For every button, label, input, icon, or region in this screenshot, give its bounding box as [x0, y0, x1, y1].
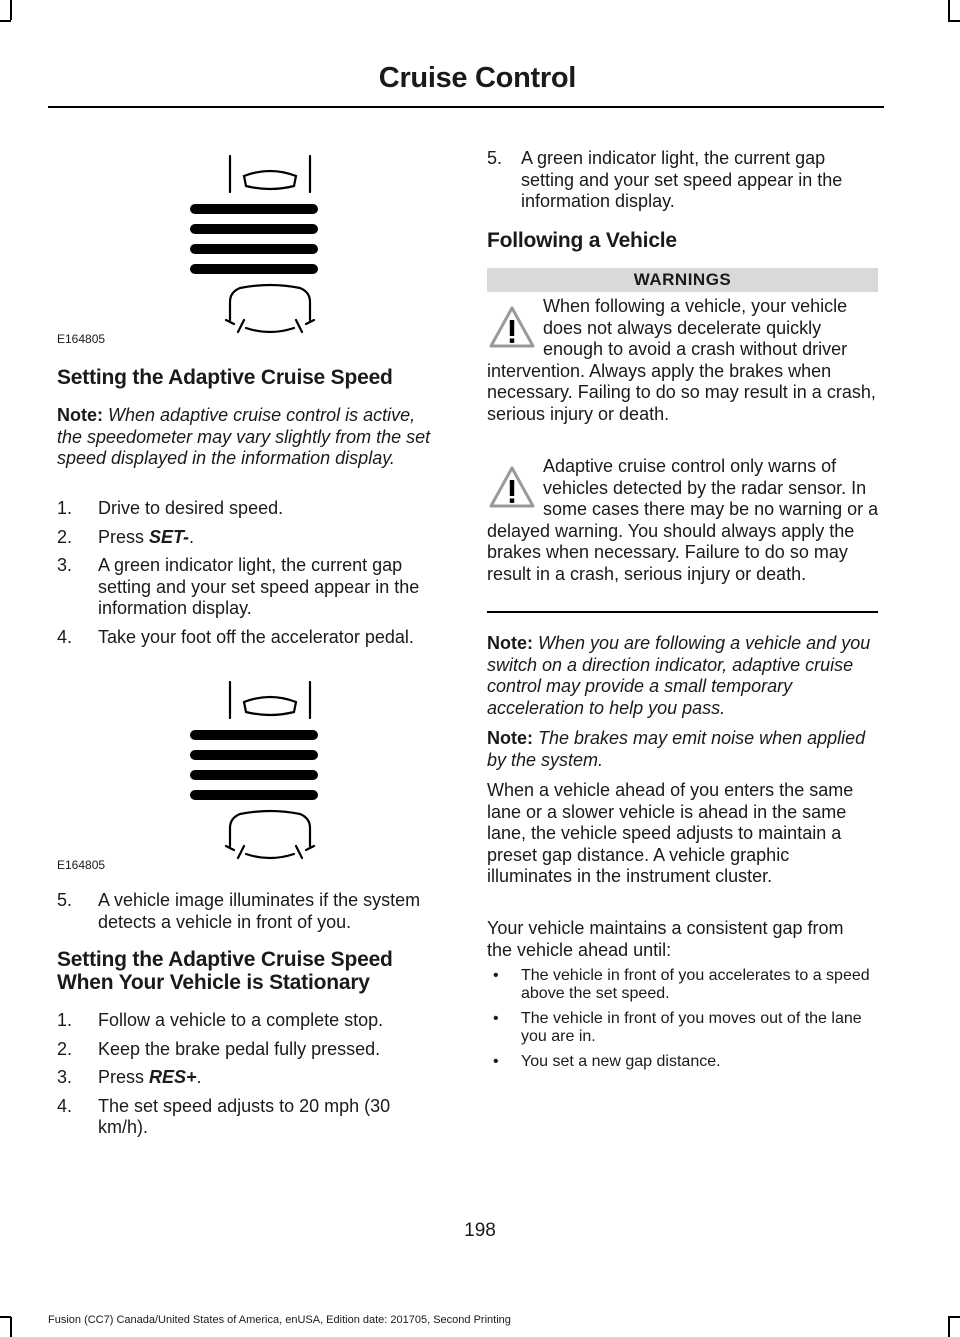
warning-icon	[487, 302, 537, 352]
crop-mark	[10, 0, 12, 20]
crop-mark	[948, 1317, 950, 1337]
header-rule	[48, 106, 884, 108]
crop-mark	[0, 20, 11, 22]
gap-distance-figure-1	[190, 152, 320, 342]
paragraph-vehicle-ahead: When a vehicle ahead of you enters the same lane or a slower vehicle is ahead in the same lane, the vehicle speed adjusts to maintain a preset gap distance. A vehicle graphic illuminates in the instrument cluster.	[487, 780, 854, 886]
footer-edition: Fusion (CC7) Canada/United States of America, enUSA, Edition date: 201705, Second Printing	[48, 1314, 511, 1326]
list-item: • You set a new gap distance.	[493, 1053, 721, 1070]
note-brake-noise	[487, 728, 867, 771]
crop-mark	[948, 1316, 960, 1318]
list-item: 1. Drive to desired speed.	[57, 498, 284, 518]
list-item: 5. A vehicle image illuminates if the system detects a vehicle in front of you.	[57, 890, 421, 932]
crop-mark	[948, 0, 950, 20]
heading-following: Following a Vehicle	[487, 229, 677, 252]
list-item: 1. Follow a vehicle to a complete stop.	[57, 1010, 384, 1030]
steps-set-speed	[57, 498, 447, 648]
list-item: 3. Press RES+.	[57, 1067, 202, 1087]
note-text: The brakes may emit noise when applied by the system.	[487, 728, 866, 770]
list-item: 3. A green indicator light, the current gap setting and your set speed appear in the information display.	[57, 555, 420, 618]
list-item: 4. Take your foot off the accelerator pedal.	[57, 626, 414, 647]
bullets-until	[487, 967, 880, 1071]
page-number: 198	[464, 1220, 496, 1241]
step-green-indicator	[487, 148, 882, 213]
list-item: • The vehicle in front of you moves out of the lane you are in.	[493, 1010, 862, 1045]
list-item: 2. Press SET-.	[57, 526, 195, 547]
set-minus-key: SET-	[149, 526, 190, 547]
note-text: When you are following a vehicle and you switch on a direction indicator, adaptive cruise control may provide a small temporary acceleration to help you pass.	[487, 633, 871, 718]
list-item: 4. The set speed adjusts to 20 mph (30 km/h).	[57, 1095, 391, 1137]
warning-1: When following a vehicle, your vehicle does not always decelerate quickly enough to avoid a crash without driver intervention. Always apply the brakes when necessary. Failing to do so may result in a crash, serious injury or death.	[487, 296, 876, 424]
note-direction-indicator	[487, 633, 880, 719]
figure-label: E164805	[57, 332, 106, 346]
res-plus-key: RES+	[149, 1067, 197, 1087]
list-item: 5. A green indicator light, the current gap setting and your set speed appear in the information display.	[487, 148, 843, 211]
step-vehicle-image	[57, 890, 449, 933]
list-item: • The vehicle in front of you accelerates to a speed above the set speed.	[493, 967, 870, 1002]
heading-stationary: Setting the Adaptive Cruise Speed When Your Vehicle is Stationary	[57, 948, 393, 994]
note-label: Note:	[57, 405, 103, 425]
list-item: 2. Keep the brake pedal fully pressed.	[57, 1038, 381, 1059]
warning-icon	[487, 462, 537, 512]
figure-label: E164805	[57, 858, 106, 872]
crop-mark	[0, 1316, 11, 1318]
heading-setting-speed: Setting the Adaptive Cruise Speed	[57, 366, 393, 389]
crop-mark	[10, 1317, 12, 1337]
note-text: When adaptive cruise control is active, the speedometer may vary slightly from the set speed displayed in the information display.	[57, 405, 431, 468]
note-label: Note:	[487, 633, 533, 653]
paragraph-consistent-gap: Your vehicle maintains a consistent gap from the vehicle ahead until:	[487, 918, 844, 960]
page-title: Cruise Control	[378, 62, 576, 94]
gap-distance-figure-2	[190, 678, 320, 868]
steps-stationary	[57, 1010, 447, 1139]
note-speedometer	[57, 405, 442, 470]
note-label: Note:	[487, 728, 533, 748]
warnings-divider	[487, 611, 878, 613]
crop-mark	[948, 20, 960, 22]
warnings-header: WARNINGS	[487, 268, 878, 292]
warning-2: Adaptive cruise control only warns of vehicles detected by the radar sensor. In some cases there may be no warning or a delayed warning. You should always apply the brakes when necessary. Failure to do so may result in a crash, serious injury or death.	[487, 456, 879, 584]
